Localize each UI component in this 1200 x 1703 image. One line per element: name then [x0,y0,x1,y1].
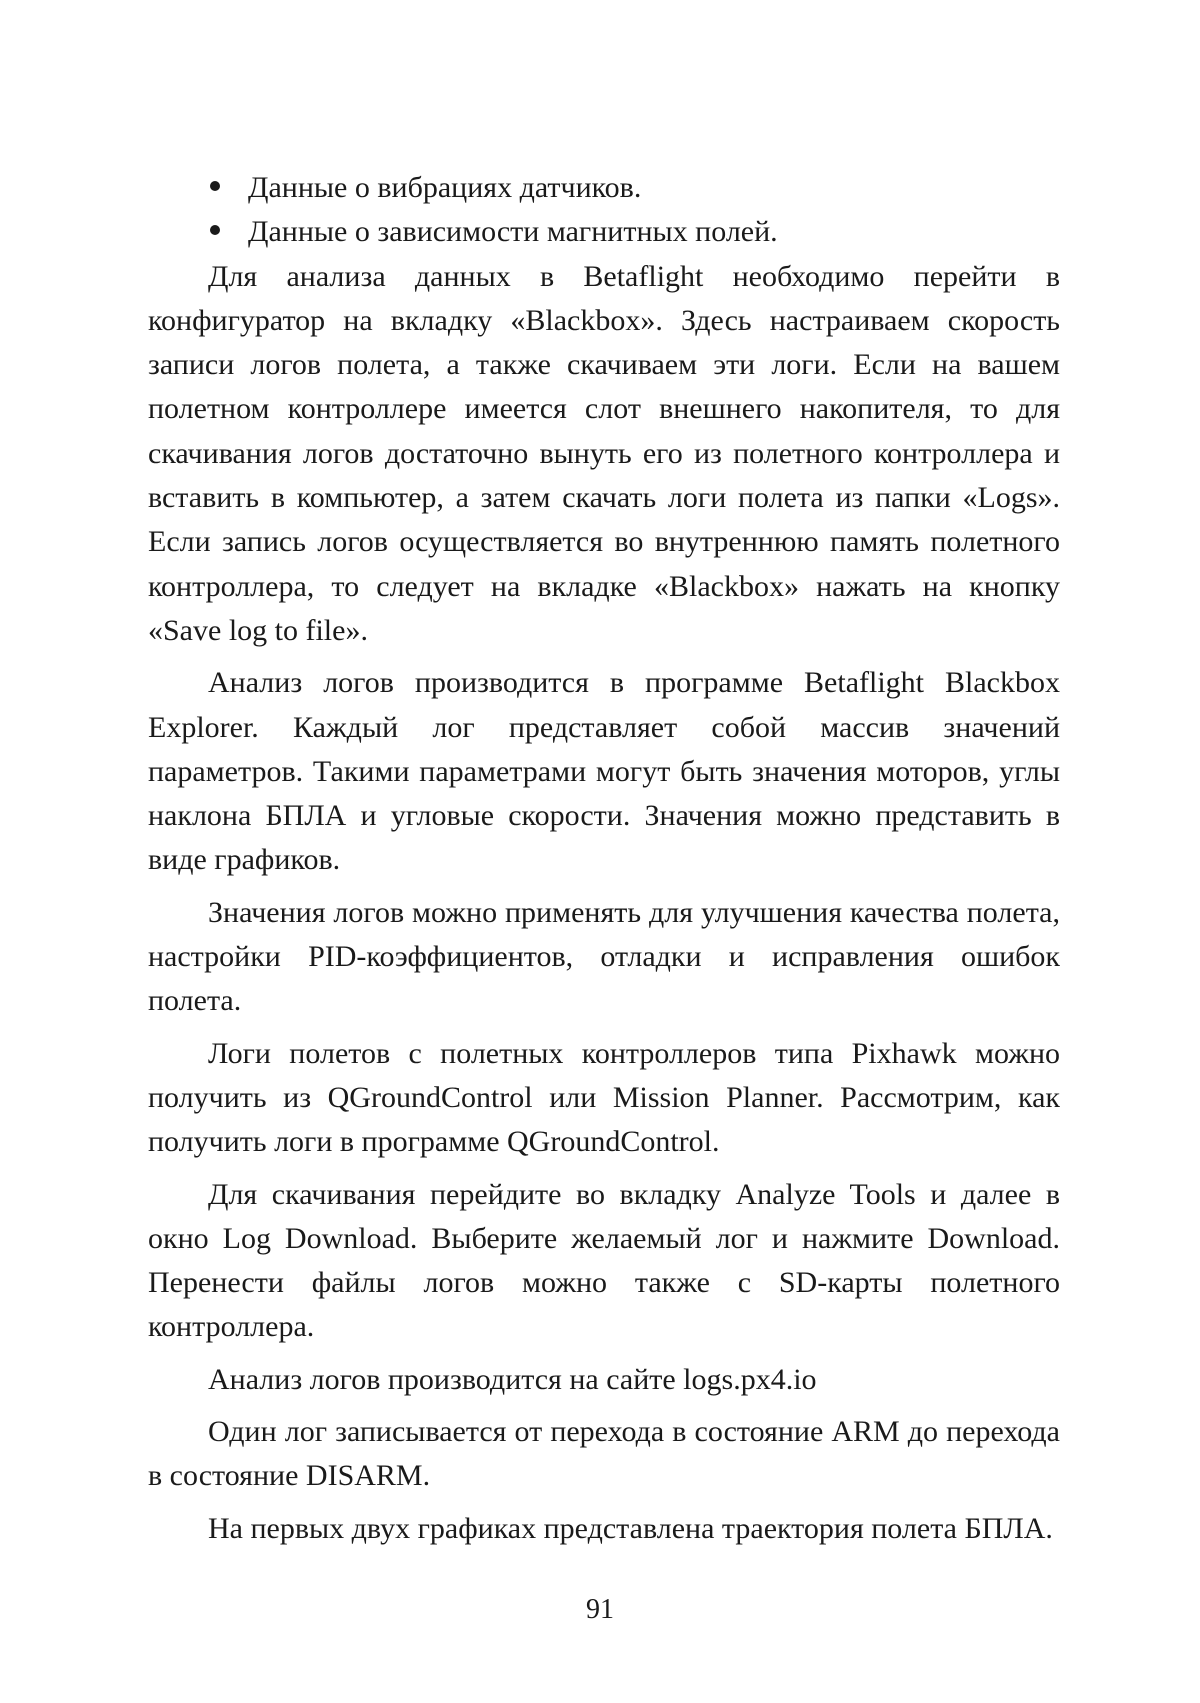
bullet-item [148,210,1060,254]
bullet-item [148,166,1060,210]
bullet-text: Данные о зависимости магнитных полей. [248,215,778,249]
bullet-dot-icon [210,181,220,191]
paragraph: Анализ логов производится на сайте logs.px4.io [208,1362,817,1396]
paragraph: Логи полетов с полетных контроллеров типа Pixhawk можно получить из QGroundControl или Mission Planner. Рассмотрим, как получить логи в программе QGroundControl. [148,1036,1060,1159]
paragraph: Для анализа данных в Betaflight необходимо перейти в конфигуратор на вкладку «Blackbox». Здесь настраиваем скорость записи логов полета, а также скачиваем эти логи. Если на вашем полетном контроллере имеется слот внешнего накопителя, то для скачивания логов достаточно вынуть его из полетного контроллера и вставить в компьютер, а затем скачать логи полета из папки «Logs». Если запись логов осуществляется во внутреннюю память полетного контроллера, то следует на вкладке «Blackbox» нажать на кнопку «Save log to file». [148,259,1060,647]
paragraph: Значения логов можно применять для улучшения качества полета, настройки PID-коэффициентов, отладки и исправления ошибок полета. [148,895,1060,1018]
paragraph: Один лог записывается от перехода в состояние ARM до перехода в состояние DISARM. [148,1415,1060,1493]
page-number: 91 [586,1594,614,1625]
paragraph: Для скачивания перейдите во вкладку Analyze Tools и далее в окно Log Download. Выберите желаемый лог и нажмите Download. Перенести файлы логов можно также с SD-карты полетного контроллера. [148,1177,1060,1344]
bullet-dot-icon [210,225,220,235]
paragraph: На первых двух графиках представлена траектория полета БПЛА. [208,1511,1053,1545]
bullet-text: Данные о вибрациях датчиков. [248,171,642,204]
paragraph: Анализ логов производится в программе Betaflight Blackbox Explorer. Каждый лог представляет собой массив значений параметров. Такими параметрами могут быть значения моторов, углы наклона БПЛА и угловые скорости. Значения можно представить в виде графиков. [148,666,1060,877]
body-text [148,166,1060,1551]
